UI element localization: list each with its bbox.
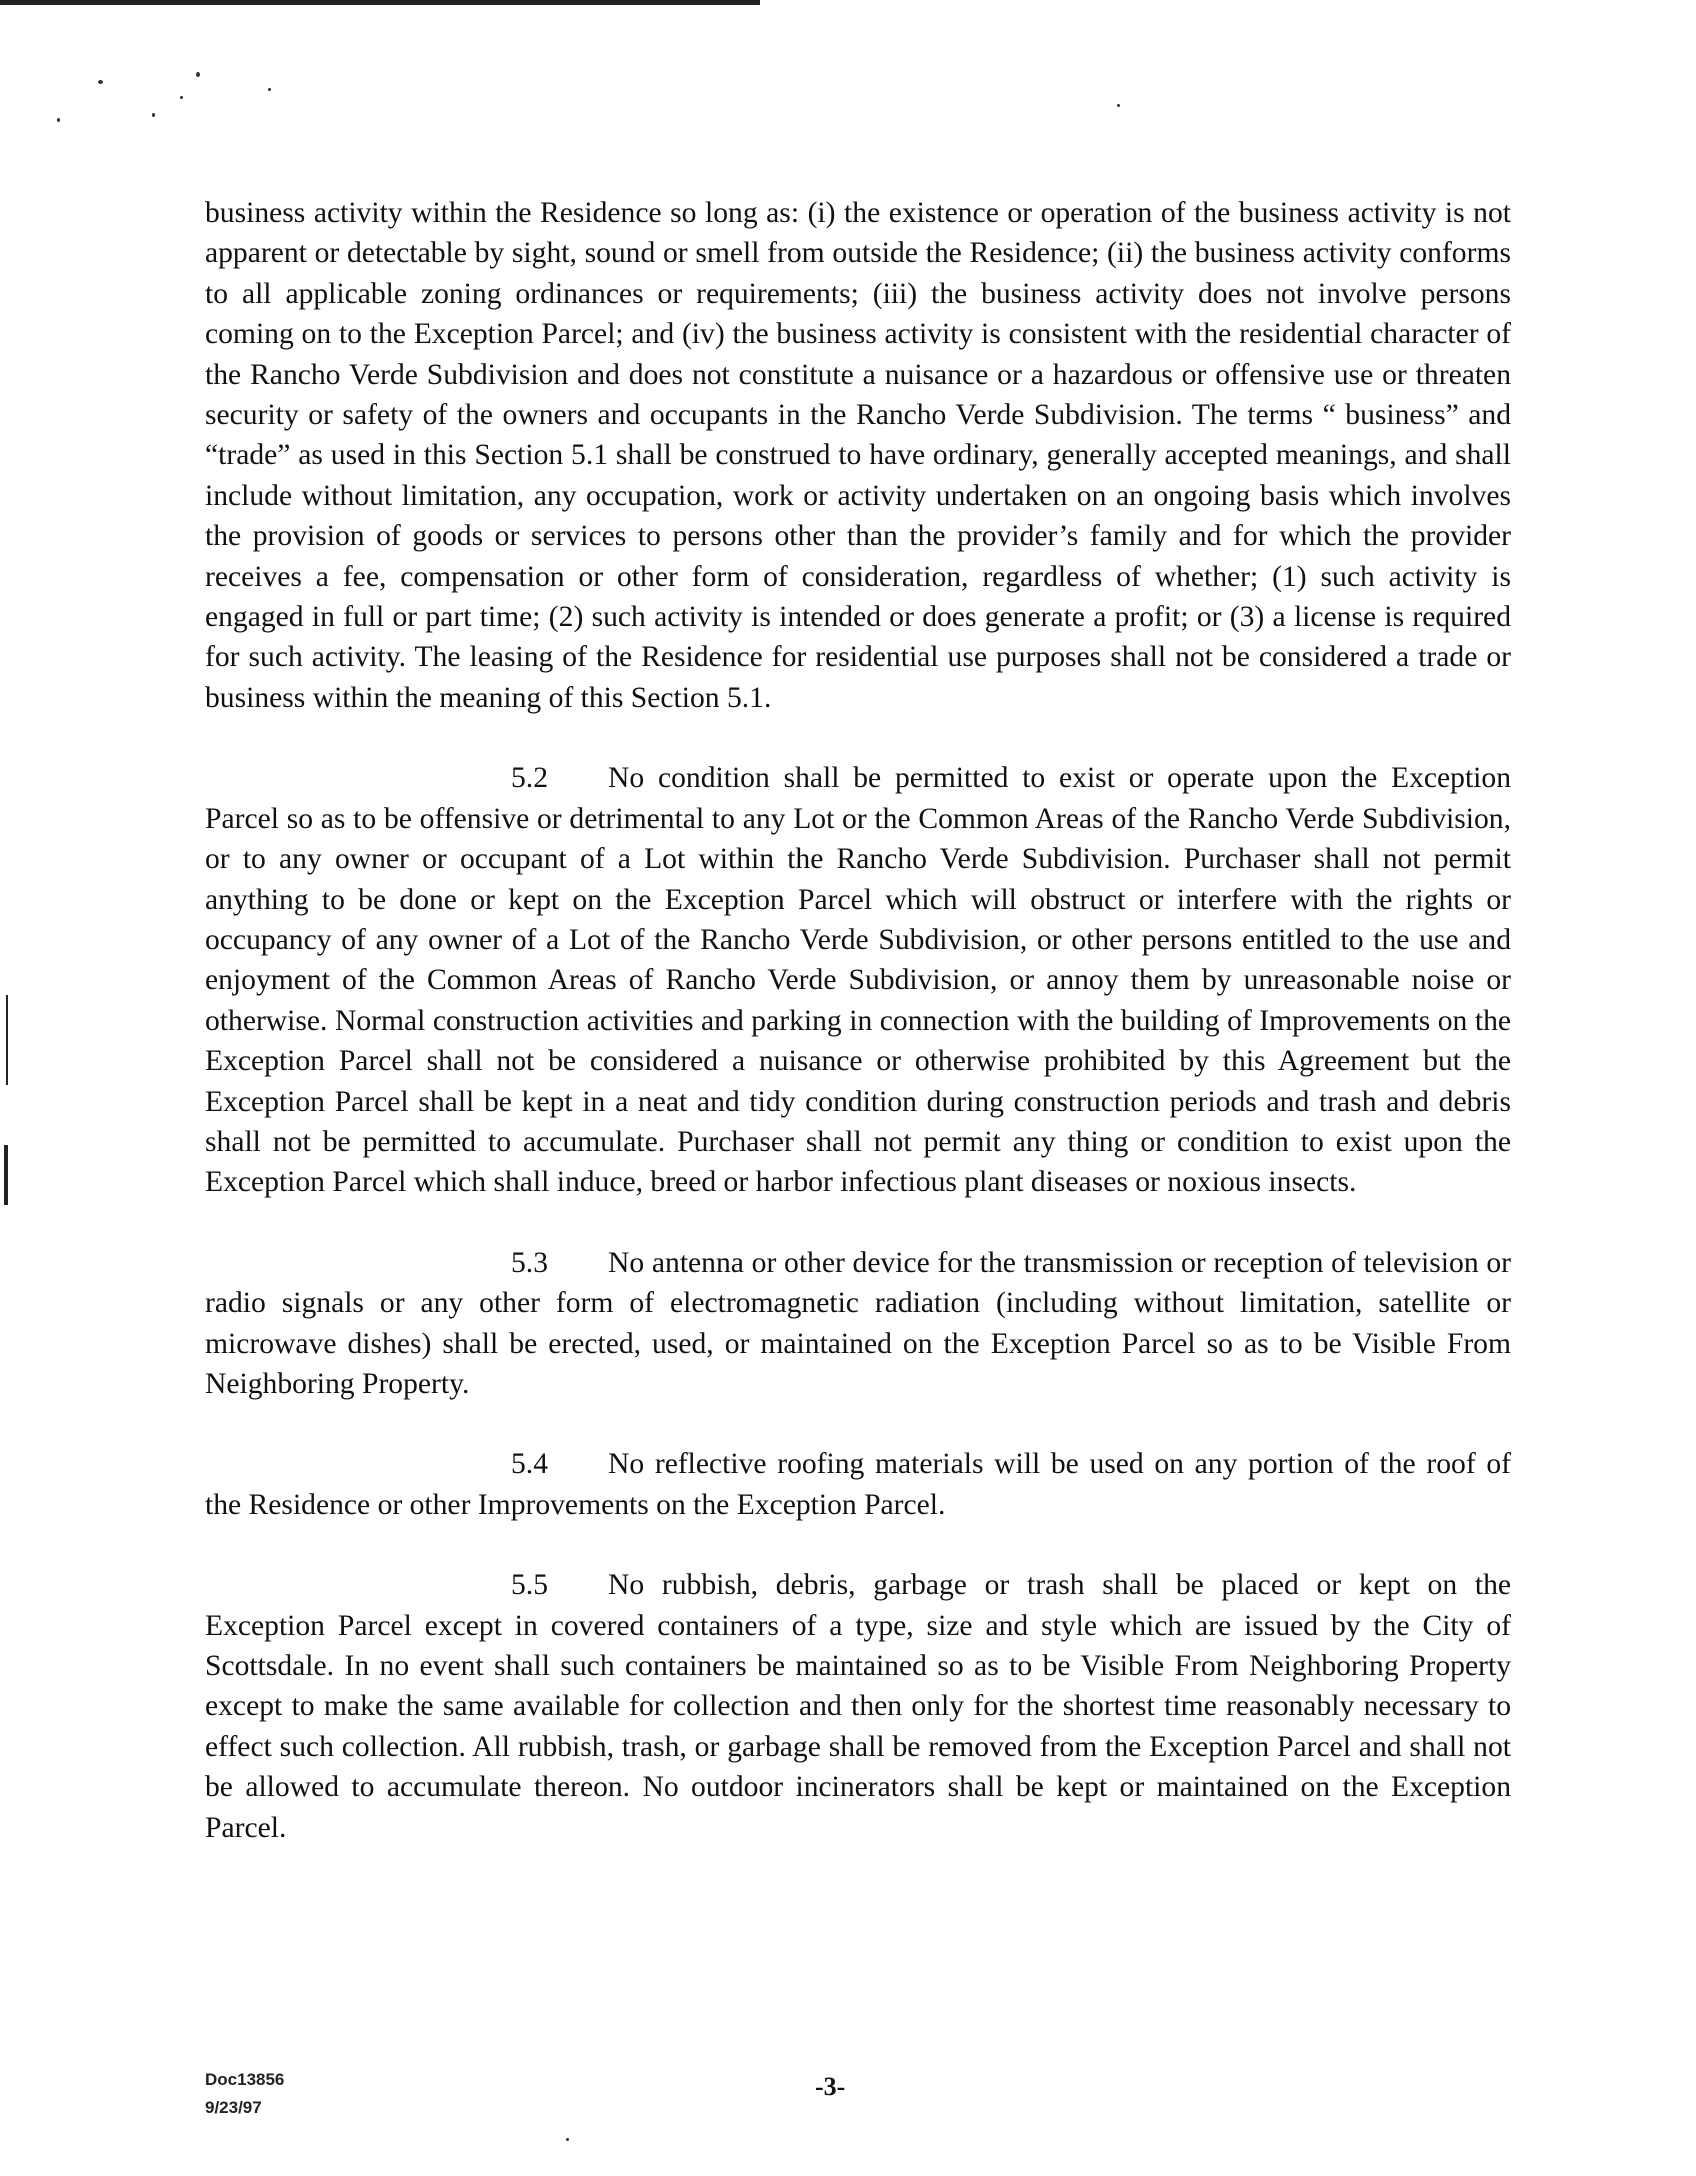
footer-doc-info	[205, 2066, 284, 2122]
scan-speck	[268, 88, 271, 91]
section-text: No rubbish, debris, garbage or trash shall be placed or kept on the Exception Parcel except in covered containers of a type, size and style which are issued by the City of Scottsdale. In no event shall such containers be maintained so as to be Visible From Neighboring Property except to make the same available for collection and then only for the shortest time reasonably necessary to effect such collection. All rubbish, trash, or garbage shall be removed from the Exception Parcel and shall not be allowed to accumulate thereon. No outdoor incinerators shall be kept or maintained on the Exception Parcel.	[205, 1569, 1511, 1844]
scan-speck	[180, 96, 183, 99]
section-text: No antenna or other device for the transmission or reception of television or radio signals or any other form of electromagnetic radiation (including without limitation, satellite or microwave dishes) shall be erected, used, or maintained on the Exception Parcel so as to be Visible From Neighboring Property.	[205, 1246, 1511, 1400]
section-5-2	[205, 758, 1511, 1202]
scan-speck	[566, 2138, 569, 2141]
scan-edge-mark	[4, 1145, 8, 1205]
section-number: 5.2	[511, 762, 548, 795]
section-5-3	[205, 1243, 1511, 1405]
scan-edge-mark	[6, 995, 8, 1085]
scan-speck	[1117, 104, 1120, 107]
opening-paragraph: business activity within the Residence so long as: (i) the existence or operation of the business activity is not apparent or detectable by sight, sound or smell from outside the Residence; (ii) the business activity conforms to all applicable zoning ordinances or requirements; (iii) the business activity does not involve persons coming on to the Exception Parcel; and (iv) the business activity is consistent with the residential character of the Rancho Verde Subdivision and does not constitute a nuisance or a hazardous or offensive use or threaten security or safety of the owners and occupants in the Rancho Verde Subdivision. The terms “ business” and “trade” as used in this Section 5.1 shall be construed to have ordinary, generally accepted meanings, and shall include without limitation, any occupation, work or activity undertaken on an ongoing basis which involves the provision of goods or services to persons other than the provider’s family and for which the provider receives a fee, compensation or other form of consideration, regardless of whether; (1) such activity is engaged in full or part time; (2) such activity is intended or does generate a profit; or (3) a license is required for such activity. The leasing of the Residence for residential use purposes shall not be considered a trade or business within the meaning of this Section 5.1.	[205, 197, 1511, 714]
doc-id: Doc13856	[205, 2070, 285, 2089]
section-number: 5.3	[511, 1246, 548, 1279]
document-body	[205, 193, 1511, 1848]
scan-speck	[98, 80, 103, 84]
scan-speck	[152, 113, 155, 117]
scan-speck	[57, 118, 60, 122]
section-text: No reflective roofing materials will be used on any portion of the roof of the Residence or other Improvements on the Exception Parcel.	[205, 1448, 1511, 1521]
scan-top-rule	[0, 0, 760, 5]
doc-date: 9/23/97	[205, 2098, 262, 2117]
page-number: -3-	[815, 2072, 846, 2101]
section-number: 5.5	[511, 1569, 548, 1602]
section-5-5	[205, 1565, 1511, 1848]
scan-speck	[196, 72, 200, 77]
section-5-4	[205, 1444, 1511, 1525]
section-number: 5.4	[511, 1448, 548, 1481]
section-text: No condition shall be permitted to exist or operate upon the Exception Parcel so as to be offensive or detrimental to any Lot or the Common Areas of the Rancho Verde Subdivision, or to any owner or occupant of a Lot within the Rancho Verde Subdivision. Purchaser shall not permit anything to be done or kept on the Exception Parcel which will obstruct or interfere with the rights or occupancy of any owner of a Lot of the Rancho Verde Subdivision, or other persons entitled to the use and enjoyment of the Common Areas of Rancho Verde Subdivision, or annoy them by unreasonable noise or otherwise. Normal construction activities and parking in connection with the building of Improvements on the Exception Parcel shall not be considered a nuisance or otherwise prohibited by this Agreement but the Exception Parcel shall be kept in a neat and tidy condition during construction periods and trash and debris shall not be permitted to accumulate. Purchaser shall not permit any thing or condition to exist upon the Exception Parcel which shall induce, breed or harbor infectious plant diseases or noxious insects.	[205, 762, 1511, 1199]
